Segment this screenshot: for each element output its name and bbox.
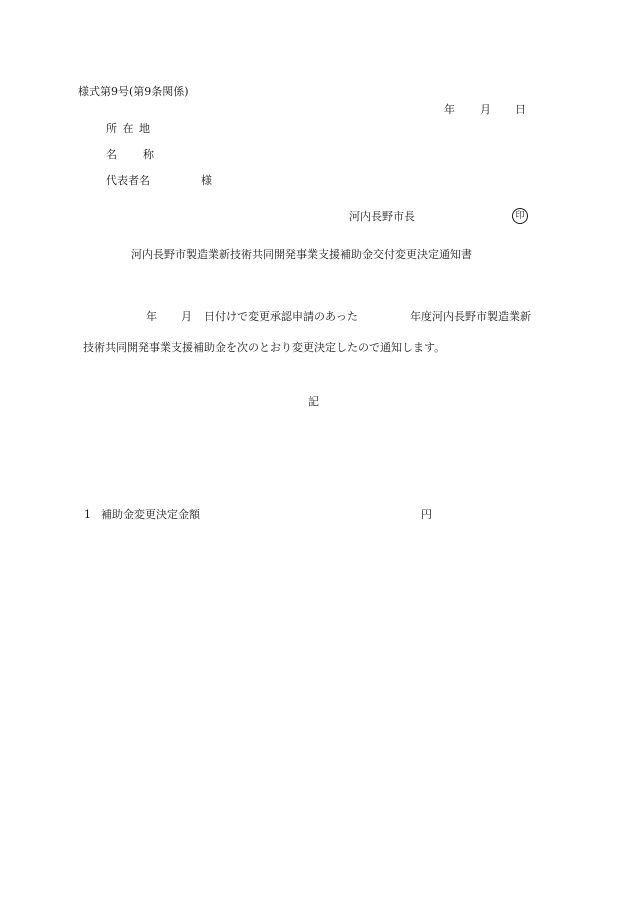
seal-mark: 印 [512,208,528,224]
issuer-name: 河内長野市長 [349,210,415,223]
item-unit: 円 [421,508,432,521]
record-heading: 記 [308,395,319,408]
honorific-label: 様 [201,174,212,187]
location-label: 所 在 地 [106,122,151,135]
body-line1-end: 年度河内長野市製造業新 [410,310,531,323]
body-year-label: 年 [146,310,157,323]
item-number: 1 [84,508,91,521]
form-number-label: 様式第9号(第9条関係) [78,85,189,98]
representative-label: 代表者名 [106,174,150,187]
date-month-label: 月 [480,103,491,116]
date-year-label: 年 [444,103,455,116]
body-line2: 技術共同開発事業支援補助金を次のとおり変更決定したので通知します。 [83,341,446,354]
date-day-label: 日 [515,103,526,116]
document-title: 河内長野市製造業新技術共同開発事業支援補助金交付変更決定通知書 [131,248,472,261]
company-name-label-part1: 名 [106,148,117,161]
company-name-label-part2: 称 [143,148,154,161]
body-month-label: 月 [181,310,192,323]
item-label: 補助金変更決定金額 [101,508,200,521]
body-line1-middle: 日付けで変更承認申請のあった [204,310,358,323]
